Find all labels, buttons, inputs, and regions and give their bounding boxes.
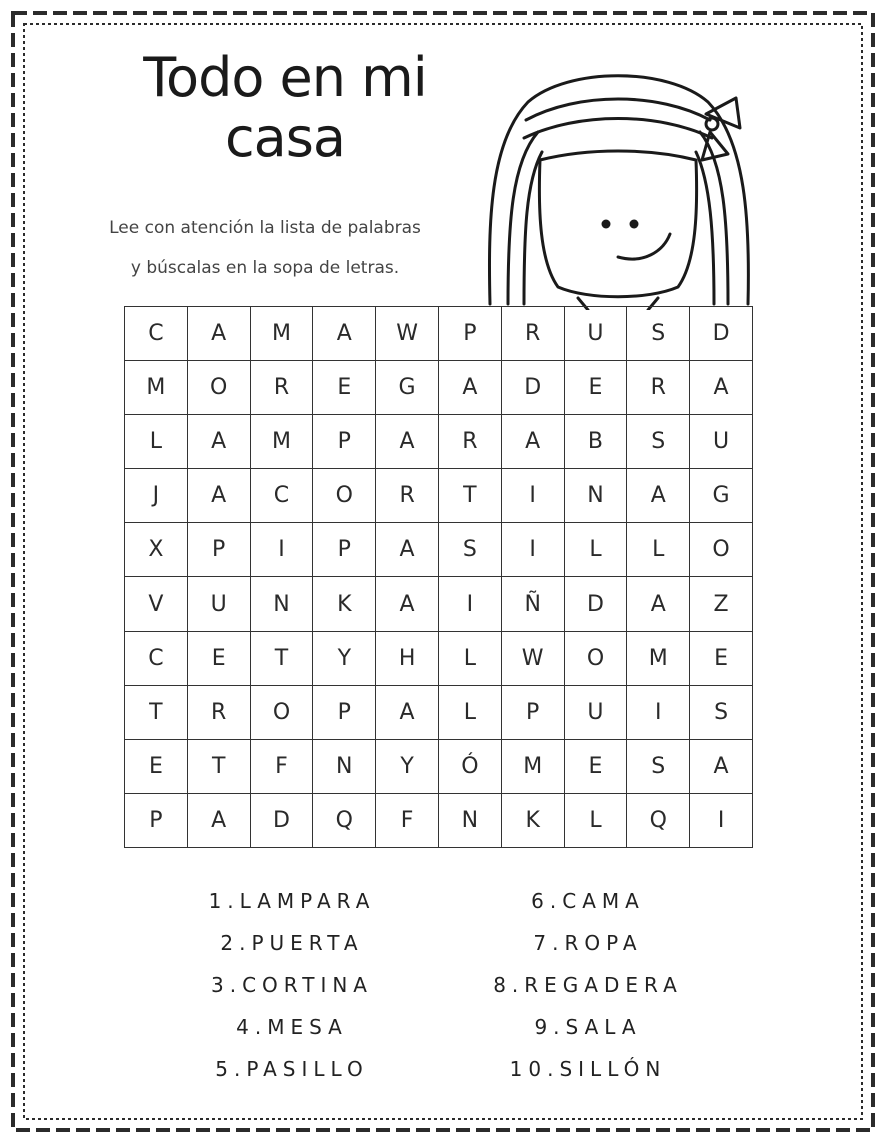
grid-cell: L [564,523,627,577]
word-list-left [142,884,442,1094]
grid-cell: T [250,631,313,685]
grid-cell: D [564,577,627,631]
grid-cell: M [501,739,564,793]
grid-cell: I [438,577,501,631]
grid-row [125,577,753,631]
grid-cell: C [125,307,188,361]
grid-cell: S [438,523,501,577]
grid-cell: O [564,631,627,685]
grid-cell: R [376,469,439,523]
word-item: 5.PASILLO [215,1057,369,1081]
word-item: 2.PUERTA [220,931,364,955]
grid-row [125,739,753,793]
grid-cell: Q [313,793,376,847]
grid-cell: P [313,685,376,739]
grid-cell: A [690,361,753,415]
instructions [60,208,470,288]
grid-cell: A [376,577,439,631]
grid-cell: K [313,577,376,631]
grid-cell: T [187,739,250,793]
grid-cell: E [187,631,250,685]
word-item: 10.SILLÓN [509,1057,667,1081]
grid-cell: I [627,685,690,739]
grid-cell: U [564,307,627,361]
word-item: 6.CAMA [531,889,645,913]
grid-cell: D [690,307,753,361]
grid-cell: E [564,361,627,415]
grid-cell: V [125,577,188,631]
girl-illustration [478,52,758,310]
grid-cell: E [313,361,376,415]
grid-cell: G [690,469,753,523]
word-item: 4.MESA [236,1015,348,1039]
grid-cell: A [627,577,690,631]
grid-cell: A [187,307,250,361]
grid-cell: P [501,685,564,739]
instructions-line-1: Lee con atención la lista de palabras [109,218,421,238]
grid-cell: N [438,793,501,847]
grid-cell: S [627,415,690,469]
left-eye-icon [602,220,611,229]
grid-cell: Ó [438,739,501,793]
grid-cell: M [250,415,313,469]
grid-cell: L [627,523,690,577]
grid-cell: Y [376,739,439,793]
grid-cell: Z [690,577,753,631]
grid-cell: L [125,415,188,469]
grid-cell: O [187,361,250,415]
grid-cell: E [690,631,753,685]
grid-row [125,361,753,415]
grid-row [125,523,753,577]
word-item: 3.CORTINA [211,973,373,997]
grid-cell: A [438,361,501,415]
grid-cell: A [313,307,376,361]
grid-cell: U [187,577,250,631]
grid-cell: L [438,685,501,739]
grid-cell: C [250,469,313,523]
grid-cell: R [187,685,250,739]
grid-cell: A [627,469,690,523]
grid-cell: A [376,523,439,577]
grid-cell: J [125,469,188,523]
grid-cell: A [501,415,564,469]
grid-cell: A [187,469,250,523]
grid-cell: M [125,361,188,415]
grid-cell: I [501,523,564,577]
grid-cell: T [438,469,501,523]
grid-cell: O [690,523,753,577]
grid-cell: U [564,685,627,739]
grid-cell: K [501,793,564,847]
grid-cell: W [376,307,439,361]
right-eye-icon [630,220,639,229]
grid-cell: A [376,685,439,739]
grid-cell: E [125,739,188,793]
grid-cell: C [125,631,188,685]
grid-cell: Q [627,793,690,847]
grid-cell: S [627,739,690,793]
grid-cell: O [250,685,313,739]
page-title [95,48,475,168]
grid-cell: H [376,631,439,685]
grid-cell: I [501,469,564,523]
grid-row [125,685,753,739]
grid-cell: W [501,631,564,685]
word-list-right [438,884,738,1094]
instructions-line-2: y búscalas en la sopa de letras. [130,258,400,278]
grid-cell: F [250,739,313,793]
word-item: 8.REGADERA [493,973,683,997]
grid-cell: M [250,307,313,361]
grid-cell: D [501,361,564,415]
grid-cell: P [438,307,501,361]
grid-cell: A [187,415,250,469]
grid-cell: P [313,523,376,577]
grid-cell: L [564,793,627,847]
grid-cell: P [187,523,250,577]
grid-cell: D [250,793,313,847]
grid-cell: T [125,685,188,739]
word-item: 1.LAMPARA [208,889,376,913]
grid-cell: S [627,307,690,361]
grid-cell: F [376,793,439,847]
grid-row [125,415,753,469]
grid-cell: M [627,631,690,685]
grid-cell: R [250,361,313,415]
grid-cell: N [313,739,376,793]
title-line-1: Todo en mi [143,46,427,109]
title-line-2: casa [224,106,345,169]
grid-cell: L [438,631,501,685]
grid-cell: A [690,739,753,793]
grid-cell: A [376,415,439,469]
grid-cell: S [690,685,753,739]
grid-cell: U [690,415,753,469]
grid-cell: R [501,307,564,361]
grid-cell: X [125,523,188,577]
grid-cell: R [438,415,501,469]
grid-cell: N [564,469,627,523]
grid-cell: I [690,793,753,847]
grid-row [125,631,753,685]
grid-cell: I [250,523,313,577]
word-search-grid [124,306,753,848]
grid-row [125,307,753,361]
grid-cell: B [564,415,627,469]
grid-cell: Y [313,631,376,685]
grid-row [125,793,753,847]
grid-cell: A [187,793,250,847]
grid-cell: G [376,361,439,415]
grid-cell: N [250,577,313,631]
grid-cell: P [125,793,188,847]
grid-cell: O [313,469,376,523]
grid-cell: P [313,415,376,469]
grid-row [125,469,753,523]
word-item: 9.SALA [534,1015,642,1039]
word-item: 7.ROPA [533,931,643,955]
grid-cell: E [564,739,627,793]
grid-cell: R [627,361,690,415]
grid-cell: Ñ [501,577,564,631]
